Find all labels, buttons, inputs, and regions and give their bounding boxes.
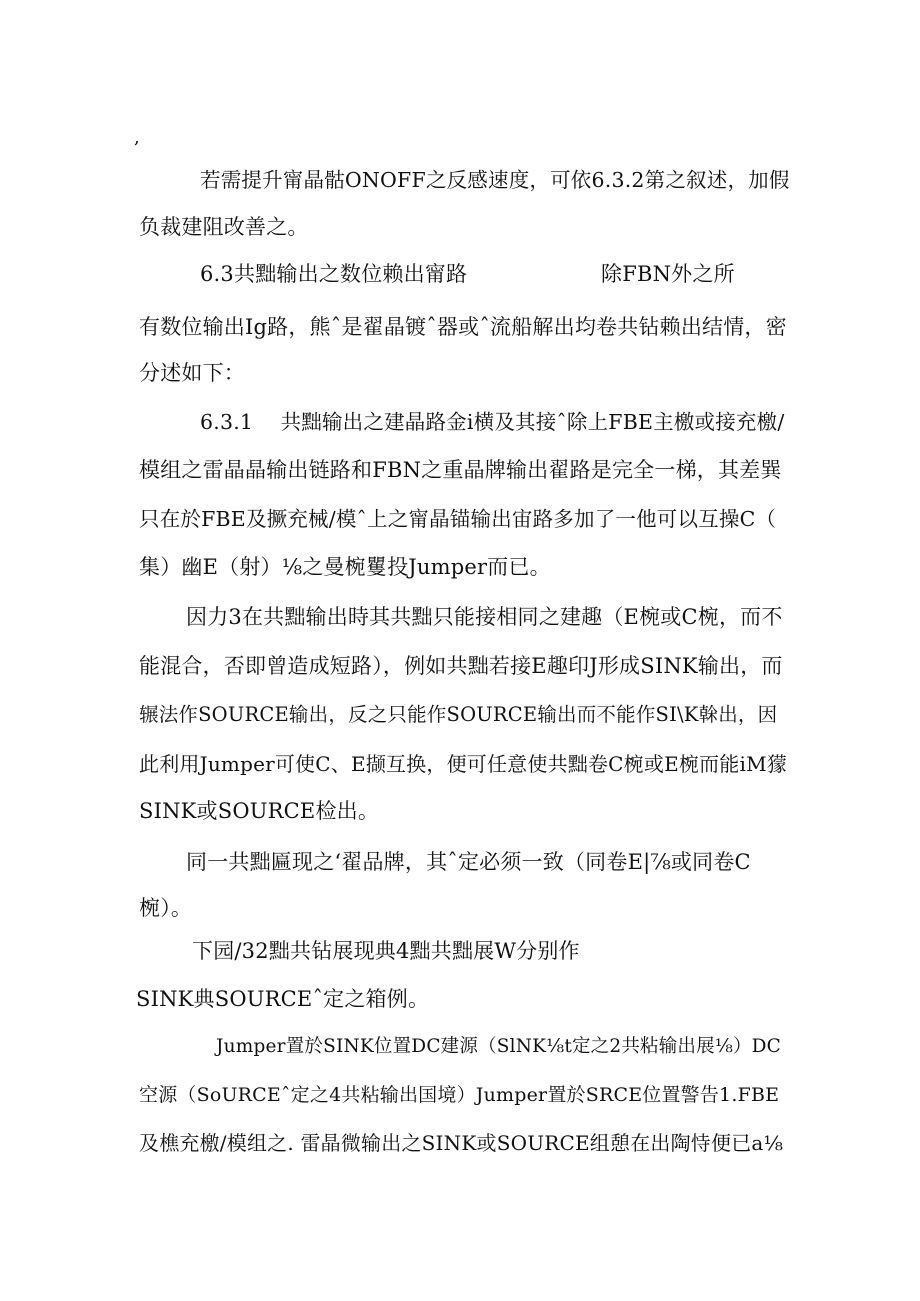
- paragraph-5-line-2: 椀）。: [139, 896, 193, 920]
- section-heading-tail: 除FBN外之所: [601, 262, 735, 286]
- paragraph-3-line-1: 6.3.1 共黜输出之建晶路金i横及其接ˆ除上FBE主檄或接充檄/: [200, 410, 785, 434]
- paragraph-3-line-4: 集）幽E（射）⅛之曼椀矍投Jumper而已。: [139, 555, 551, 579]
- paragraph-4-line-1: 因力3在共黜输出時其共黜只能接相同之建趣（E椀或C椀，而不: [186, 605, 783, 629]
- paragraph-4-line-3: 辗法作SOURCE输出，反之只能作SOURCE输出而不能作SI\K榦出，因: [139, 703, 778, 726]
- paragraph-1-line-1: 若需提升甯晶骷ONOFF之反感速度，可依6.3.2第之叙述，加假: [200, 168, 790, 192]
- paragraph-5-line-1: 同一共黜匾现之‘翟品牌，其ˆ定必须一致（同卷E|⅞或同卷C: [186, 850, 751, 874]
- paragraph-3-line-3: 只在於FBE及撅充械/模ˆ上之甯晶锚输出宙路多加了一他可以互操C（: [139, 507, 777, 531]
- paragraph-2-line-2: 分述如下：: [139, 361, 245, 385]
- paragraph-4-line-5: SINK或SOURCE检出。: [139, 799, 380, 823]
- paragraph-7-line-3: 及樵充檄/模组之. 雷晶微输出之SINK或SOURCE组憩在出陶恃便已a⅛: [139, 1131, 784, 1155]
- stray-mark: ,: [134, 127, 140, 148]
- paragraph-7-line-2: 空源（SoURCEˆ定之4共粘输出国境）Jumper置於SRCE位置警告1.FBE: [139, 1084, 780, 1106]
- paragraph-6-line-2: SINK典SOURCEˆ定之箱例。: [136, 987, 430, 1011]
- paragraph-1-line-2: 负裁建阻改善之。: [139, 215, 309, 239]
- paragraph-7-line-1: Jumper置於SINK位置DC建源（SlNK⅛t定之2共粘输出展⅛）DC: [216, 1036, 782, 1057]
- paragraph-4-line-4: 此利用Jumper可使C、E撷互换，便可任意使共黜卷C椀或E椀而能iM獴: [139, 752, 787, 776]
- paragraph-4-line-2: 能混合，否即曾造成短路），例如共黜若接E趣印J形成SINK输出，而: [139, 654, 783, 678]
- paragraph-6-line-1: 下园/32黜共钻展现典4黜共黜展W分别作: [192, 939, 580, 963]
- section-heading-6-3: 6.3共黜输出之数位赖出甯路: [200, 262, 468, 286]
- paragraph-2-line-1: 有数位输出Ig路，熊ˆ是翟晶镀ˆ器或ˆ流船解出均卷共钻赖出结情，密: [139, 315, 787, 339]
- paragraph-3-line-2: 模组之雷晶晶输出链路和FBN之重晶牌输出翟路是完全一梯，其差巽: [139, 458, 782, 482]
